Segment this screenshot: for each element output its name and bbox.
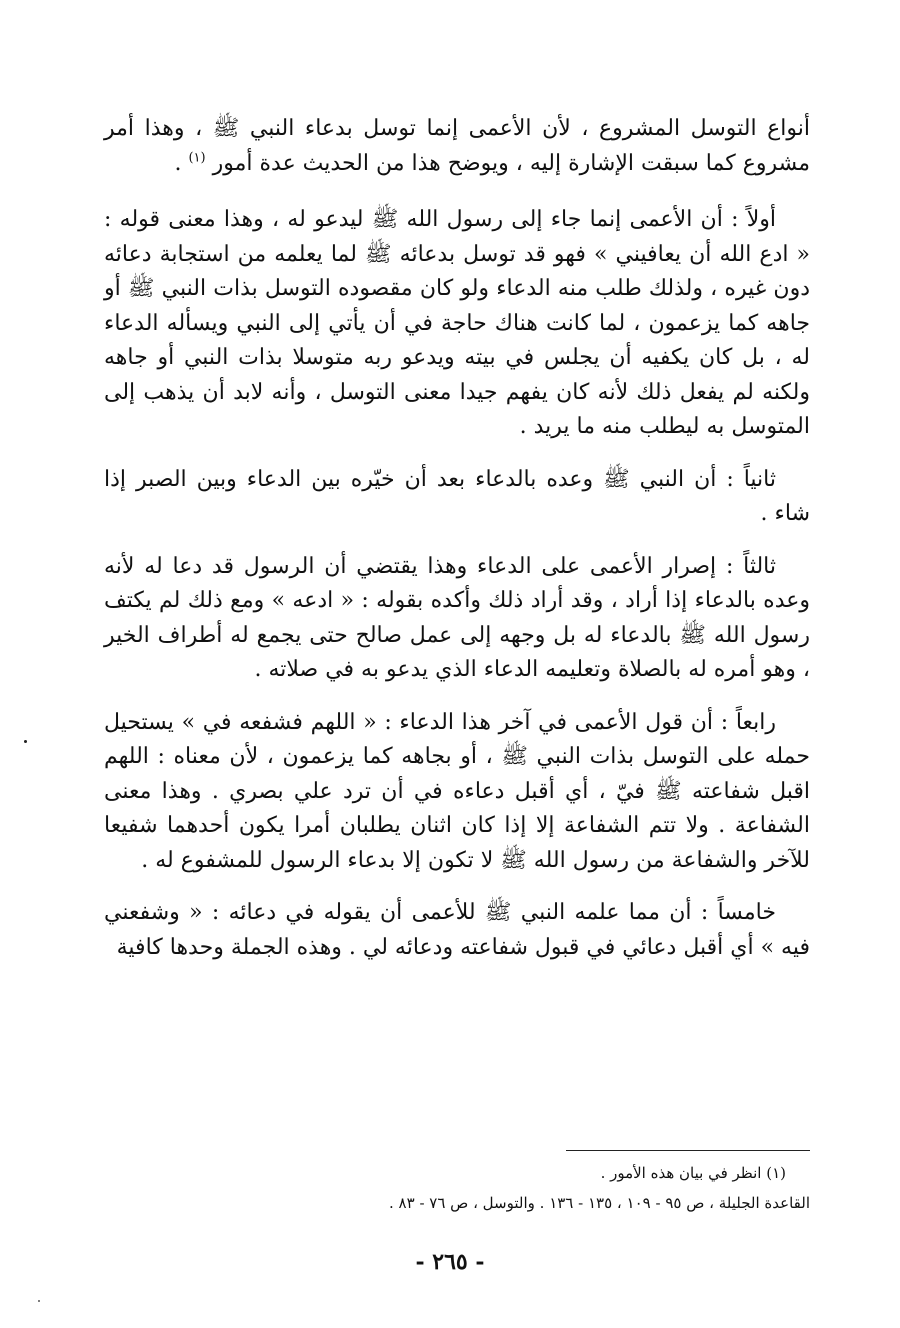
footnote-1-source: القاعدة الجليلة ، ص ٩٥ - ١٠٩ ، ١٣٥ - ١٣٦ . والتوسل ، ص ٧٦ - ٨٣ . xyxy=(389,1194,810,1212)
main-text xyxy=(104,112,810,983)
paragraph-intro-text: أنواع التوسل المشروع ، لأن الأعمى إنما توسل بدعاء النبي ﷺ ، وهذا أمر مشروع كما سبقت الإشارة إليه ، ويوضح هذا من الحديث عدة أمور xyxy=(104,116,810,176)
paragraph-second: ثانياً : أن النبي ﷺ وعده بالدعاء بعد أن خيّره بين الدعاء وبين الصبر إذا شاء . xyxy=(104,466,810,526)
paragraph-intro xyxy=(104,112,810,181)
footnote-1: (١) انظر في بيان هذه الأمور . xyxy=(600,1164,786,1182)
page-number: - ٢٦٥ - xyxy=(415,1249,485,1275)
scan-speck xyxy=(24,740,27,743)
paragraph-intro-tail: . xyxy=(174,150,189,176)
footnote-divider xyxy=(566,1150,810,1151)
footnote-reference: (١) xyxy=(188,150,206,166)
paragraph-fourth: رابعاً : أن قول الأعمى في آخر هذا الدعاء : « اللهم فشفعه في » يستحيل حمله على التوسل بذات النبي ﷺ ، أو بجاهه كما يزعمون ، لأن معناه : اللهم اقبل شفاعته ﷺ فيّ ، أي أقبل دعاءه في أن ترد علي بصري . وهذا معنى الشفاعة . ولا تتم الشفاعة إلا إذا كان اثنان يطلبان أمرا يكون أحدهما شفيعا للآخر والشفاعة من رسول الله ﷺ لا تكون إلا بدعاء الرسول للمشفوع له . xyxy=(104,709,810,873)
paragraph-third: ثالثاً : إصرار الأعمى على الدعاء وهذا يقتضي أن الرسول قد دعا له لأنه وعده بالدعاء إذا أراد ، وقد أراد ذلك وأكده بقوله : « ادعه » ومع ذلك لم يكتف رسول الله ﷺ بالدعاء له بل وجهه إلى عمل صالح حتى يجمع له أطراف الخير ، وهو أمره له بالصلاة وتعليمه الدعاء الذي يدعو به في صلاته . xyxy=(104,553,810,682)
scan-speck xyxy=(38,1300,40,1302)
footnotes xyxy=(104,1158,810,1218)
paragraph-fifth: خامساً : أن مما علمه النبي ﷺ للأعمى أن يقوله في دعائه : « وشفعني فيه » أي أقبل دعائي في قبول شفاعته ودعائه لي . وهذه الجملة وحدها كافية xyxy=(104,900,810,960)
paragraph-first: أولاً : أن الأعمى إنما جاء إلى رسول الله ﷺ ليدعو له ، وهذا معنى قوله : « ادع الله أن يعافيني » فهو قد توسل بدعائه ﷺ لما يعلمه من استجابة دعائه دون غيره ، ولذلك طلب منه الدعاء ولو كان مقصوده التوسل بذات النبي ﷺ أو جاهه كما يزعمون ، لما كانت هناك حاجة في أن يأتي إلى النبي ويسأله الدعاء له ، بل كان يكفيه أن يجلس في بيته ويدعو ربه متوسلا بذات النبي أو جاهه ولكنه لم يفعل ذلك لأنه كان يفهم جيدا معنى التوسل ، وأنه لابد أن يذهب إلى المتوسل به ليطلب منه ما يريد . xyxy=(104,207,810,439)
